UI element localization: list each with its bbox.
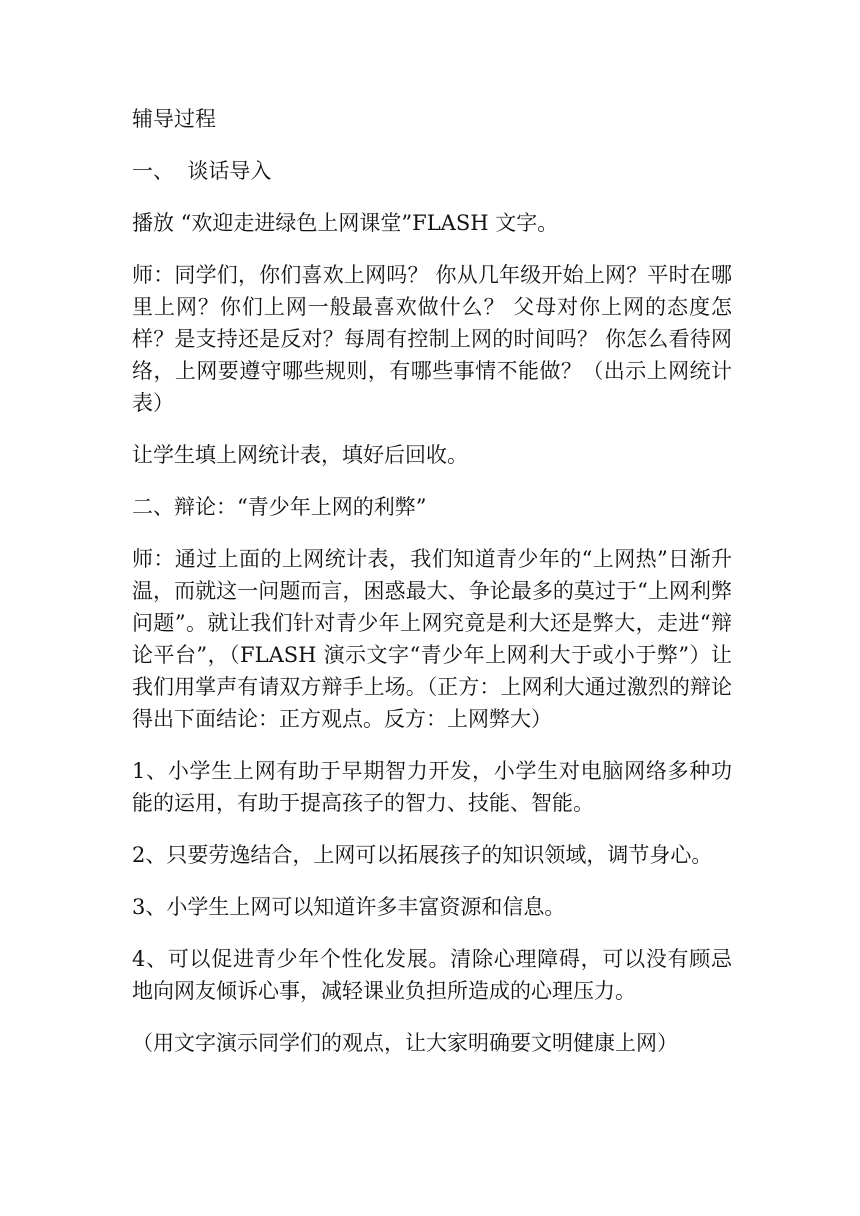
- list-item-point-2: 2、只要劳逸结合，上网可以拓展孩子的知识领域，调节身心。: [132, 843, 713, 867]
- list-item-point-3: 3、小学生上网可以知道许多丰富资源和信息。: [132, 895, 566, 919]
- paragraph-teacher-debate: 师：通过上面的上网统计表，我们知道青少年的“上网热”日渐升温，而就这一问题而言，困惑最大、争论最多的莫过于“上网利弊问题”。就让我们针对青少年上网究竟是利大还是弊大，走进“辩论平台”，（FLASH 演示文字“青少年上网利大于或小于弊”）让我们用掌声有请双方辩手上场。（正方：上网利大通过激烈的辩论得出下面结论：正方观点。反方：上网弊大）: [132, 547, 732, 731]
- section-heading-1: 一、 谈话导入: [132, 159, 272, 183]
- document-body: [132, 103, 732, 1079]
- paragraph-closing-note: （用文字演示同学们的观点，让大家明确要文明健康上网）: [132, 1031, 678, 1055]
- paragraph-teacher-questions: 师：同学们，你们喜欢上网吗？ 你从几年级开始上网？平时在哪里上网？你们上网一般最喜欢做什么？ 父母对你上网的态度怎样？是支持还是反对？每周有控制上网的时间吗？ 你怎么看待网络，上网要遵守哪些规则，有哪些事情不能做？（出示上网统计表）: [132, 263, 732, 415]
- list-item-point-4: 4、可以促进青少年个性化发展。清除心理障碍，可以没有顾忌地向网友倾诉心事，减轻课业负担所造成的心理压力。: [132, 947, 732, 1003]
- document-title: 辅导过程: [132, 107, 216, 131]
- paragraph-fill-table: 让学生填上网统计表，填好后回收。: [132, 443, 468, 467]
- section-heading-2: 二、辩论：“青少年上网的利弊”: [132, 495, 427, 519]
- paragraph-play-flash: 播放 “欢迎走进绿色上网课堂”FLASH 文字。: [132, 211, 559, 235]
- list-item-point-1: 1、小学生上网有助于早期智力开发，小学生对电脑网络多种功能的运用，有助于提高孩子的智力、技能、智能。: [132, 759, 732, 815]
